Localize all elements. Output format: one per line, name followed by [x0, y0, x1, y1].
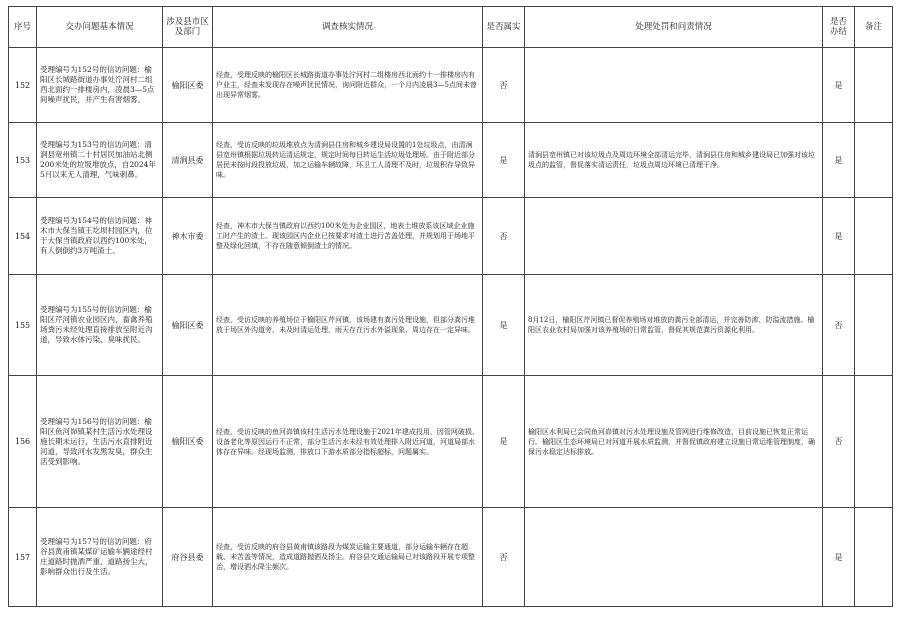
cell-fact: 是 [483, 123, 525, 198]
cell-note [855, 198, 893, 275]
cell-dept: 榆阳区委 [163, 376, 213, 508]
cell-verify: 经查，受访反映的养殖场位于榆阳区芹河镇，该场建有粪污处理设施，但部分粪污堆放于场区外沟道旁，未及时清运处理，雨天存在污水外溢现象，周边存在一定异味。 [213, 275, 483, 376]
cell-verify: 经查，受访反映的垃圾堆放点为清涧县住房和城乡建设局设置的1处垃圾点，由清涧县宽州镇根据垃圾转运清运规定，规定时间每日转运生活垃圾处理场。由于附近部分居民未按时段投放垃圾，加之运输车辆故障，环卫工人清理不及时，垃圾积存导致异味。 [213, 123, 483, 198]
table-row [9, 508, 893, 607]
cell-verify: 经查，神木市大保当镇政府以西约100米处为企业园区，地表土堆放系该区域企业施工时产生的渣土。现该园区内企业已按要求对渣土进行苫盖处理，并规划用于场地平整及绿化回填，不存在随意倾倒渣土的情况。 [213, 198, 483, 275]
cell-dept: 榆阳区委 [163, 48, 213, 123]
cell-fact: 是 [483, 376, 525, 508]
cell-seq: 155 [9, 275, 37, 376]
cell-problem: 受理编号为156号的信访问题：榆阳区鱼河峁镇某村生活污水处理设施长期未运行，生活污水直排附近河道，导致河水发黑发臭，群众生活受到影响。 [37, 376, 163, 508]
complaint-table [8, 6, 893, 607]
cell-fact: 否 [483, 508, 525, 607]
cell-handle [525, 508, 823, 607]
header-handle: 处理处罚和问责情况 [525, 7, 823, 48]
table-row [9, 123, 893, 198]
cell-handle [525, 198, 823, 275]
cell-done: 是 [823, 508, 855, 607]
cell-done: 是 [823, 123, 855, 198]
header-seq: 序号 [9, 7, 37, 48]
header-dept: 涉及县市区及部门 [163, 7, 213, 48]
cell-note [855, 508, 893, 607]
cell-note [855, 123, 893, 198]
cell-verify: 经查，受访反映的府谷县黄甫镇该路段为煤炭运输主要通道，部分运输车辆存在超载、未苫盖等情况，造成道路抛洒及扬尘。府谷县交通运输局已对该路段开展专项整治，增设洒水降尘频次。 [213, 508, 483, 607]
cell-handle: 榆阳区水利局已会同鱼河峁镇对污水处理设施及管网进行维修改造，目前设施已恢复正常运行。榆阳区生态环境局已对河道开展水质监测，并督促镇政府建立设施日常运维管理制度，确保污水稳定达标排放。 [525, 376, 823, 508]
cell-problem: 受理编号为154号的信访问题：神木市大保当镇王圪坝村园区内，位于大保当镇政府以西约100米处，有人倒倒约3万吨渣土。 [37, 198, 163, 275]
header-note: 备注 [855, 7, 893, 48]
cell-dept: 清涧县委 [163, 123, 213, 198]
table-row [9, 376, 893, 508]
cell-problem: 受理编号为152号的信访问题：榆阳区长城路街道办事处泞河村二组西北面约一排楼房内，凌晨3—5点间噪声扰民，并产生有害烟雾。 [37, 48, 163, 123]
cell-note [855, 376, 893, 508]
cell-fact: 否 [483, 198, 525, 275]
cell-seq: 157 [9, 508, 37, 607]
cell-note [855, 48, 893, 123]
cell-done: 是 [823, 198, 855, 275]
header-fact: 是否属实 [483, 7, 525, 48]
table-row [9, 275, 893, 376]
header-done: 是否办结 [823, 7, 855, 48]
cell-done: 否 [823, 275, 855, 376]
cell-seq: 154 [9, 198, 37, 275]
table-row [9, 48, 893, 123]
cell-fact: 否 [483, 48, 525, 123]
cell-seq: 153 [9, 123, 37, 198]
cell-problem: 受理编号为153号的信访问题：清涧县宽州镇二十村居民加油站北侧200米处的垃圾堆放点，自2024年5月以来无人清理，气味刺鼻。 [37, 123, 163, 198]
cell-verify: 经查，受理反映的榆阳区长城路街道办事处泞河村二组楼房西北面约十一排楼房内有户业主，经查未发现存在噪声扰民情况，询问附近群众，一个月内凌晨3—5点间未曾出现异常烟雾。 [213, 48, 483, 123]
cell-done: 是 [823, 48, 855, 123]
cell-handle [525, 48, 823, 123]
header-problem: 交办问题基本情况 [37, 7, 163, 48]
cell-note [855, 275, 893, 376]
cell-handle: 清涧县宽州镇已对该垃圾点及周边环境全部清运完毕，清涧县住房和城乡建设局已加强对该垃圾点的监管，督促落实清运责任，垃圾点周边环境已清理干净。 [525, 123, 823, 198]
cell-seq: 156 [9, 376, 37, 508]
cell-handle: 8月12日，榆阳区芹河镇已督促养殖场对堆放的粪污全部清运，并完善防渗、防溢流措施。榆阳区农业农村局加强对该养殖场的日常监管，督促其规范粪污资源化利用。 [525, 275, 823, 376]
cell-done: 否 [823, 376, 855, 508]
cell-seq: 152 [9, 48, 37, 123]
cell-dept: 榆阳区委 [163, 275, 213, 376]
header-row [9, 7, 893, 48]
cell-fact: 是 [483, 275, 525, 376]
cell-verify: 经查，受访反映的鱼河峁镇该村生活污水处理设施于2021年建成投用，因管网破损、设备老化等原因运行不正常，部分生活污水未经有效处理排入附近河道，河道局部水体存在异味。经现场监测，排放口下游水质部分指标超标，问题属实。 [213, 376, 483, 508]
cell-problem: 受理编号为157号的信访问题：府谷县黄甫镇某煤矿运输车辆途经村庄道路时抛洒严重，道路扬尘大，影响群众出行及生活。 [37, 508, 163, 607]
cell-dept: 府谷县委 [163, 508, 213, 607]
cell-problem: 受理编号为155号的信访问题：榆阳区芹河镇农业园区内，畜禽养殖场粪污未经处理直接排放至附近沟道，导致水体污染、臭味扰民。 [37, 275, 163, 376]
table-row [9, 198, 893, 275]
cell-dept: 神木市委 [163, 198, 213, 275]
header-verify: 调查核实情况 [213, 7, 483, 48]
